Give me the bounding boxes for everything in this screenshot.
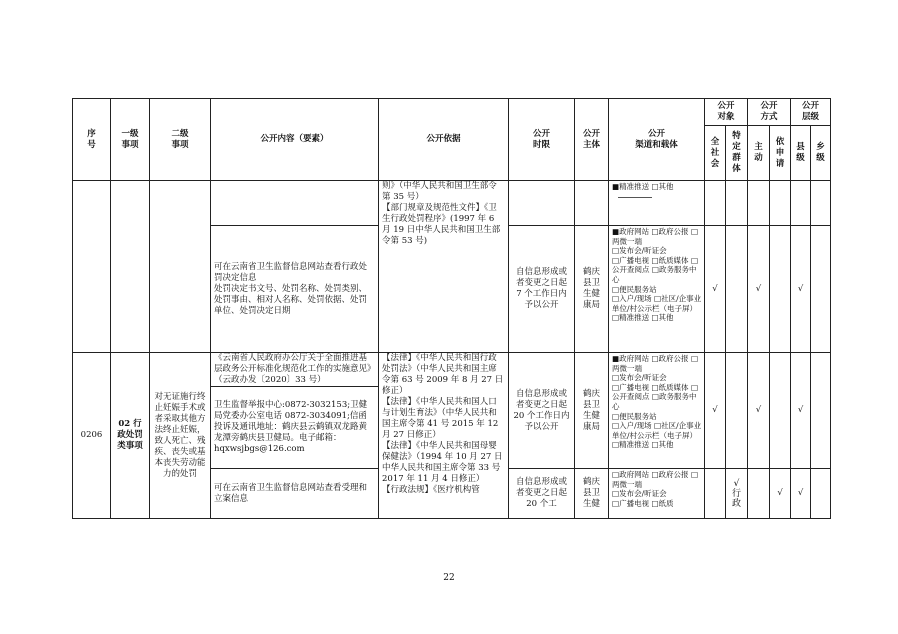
level1-0206: 02 行政处罚类事项 [111,353,150,519]
empty-cell [811,226,831,353]
time-0206: 自信息形成或者变更之日起 20 个工作日内予以公开 [509,353,575,469]
empty-cell [705,181,726,226]
county-0206: √ [791,353,811,469]
specific-group-0206-case-filing: √ 行 政 [726,469,748,519]
empty-cell [811,181,831,226]
header-level2: 二级 事项 [150,99,211,181]
penalty-decision-active: √ [748,226,770,353]
header-specific-group: 特 定 群 体 [726,126,748,181]
empty-level2-cell [150,181,211,353]
penalty-decision-all-society: √ [705,226,726,353]
header-subject: 公开 主体 [575,99,609,181]
empty-cell [770,181,791,226]
empty-level1-cell [111,181,150,353]
basis-0206: 【法律】《中华人民共和国行政处罚法》（中华人民共和国主席令第 63 号 2009 年 8 月 27 日修正） 【法律】《中华人民共和国人口与计划生育法》（中华人民共和国主席令第 41 号 2015 年 12 月 27 日修正） 【法律】《中华人民共和国母婴保健法》（1994 年 10 月 27 日中华人民共和国主席令第 33 号 2017 年 11 月 4 日修正） 【行政法规】《医疗机构管 [379,353,509,519]
empty-cell [791,181,811,226]
on-request-0206-case-filing: √ [770,469,791,519]
empty-cell [748,181,770,226]
time-0206-case-filing: 自信息形成或者变更之日起 20 个工 [509,469,575,519]
empty-cell [726,181,748,226]
basis-continuation: 则》（中华人民共和国卫生部令第 35 号） 【部门规章及规范性文件】《卫生行政处罚程序》(1997 年 6 月 19 日中华人民共和国卫生部令第 53 号) [379,181,509,353]
subject-0206-case-filing: 鹤庆县卫生健 [575,469,609,519]
content-0206-case-filing: 可在云南省卫生监督信息网站查看受理和立案信息 [211,469,379,519]
header-level-group: 公开 层级 [791,99,831,126]
seq-0206: 0206 [73,353,111,519]
header-township: 乡 级 [811,126,831,181]
disclosure-table [72,98,831,519]
header-content: 公开内容（要素） [211,99,379,181]
penalty-decision-county: √ [791,226,811,353]
channel-continuation [609,181,705,226]
header-basis: 公开依据 [379,99,509,181]
penalty-decision-channel: ■政府网站 □政府公报 □两微一端 □发布会/听证会 □广播电视 □纸质媒体 □公开查阅点 □政务服务中心 □便民服务站 □入户/现场 □社区/企事业单位/村公示栏（电子屏） □精准推送 □其他 [609,226,705,353]
subject-0206: 鹤庆县卫生健康局 [575,353,609,469]
empty-cell [811,353,831,469]
empty-cell [770,353,791,469]
active-0206: √ [748,353,770,469]
header-seq: 序 号 [73,99,111,181]
empty-cell [705,469,726,519]
channel-underline [612,192,702,202]
header-channel: 公开 渠道和载体 [609,99,705,181]
table-row-0206-policy [73,353,831,387]
penalty-decision-subject: 鹤庆县卫生健康局 [575,226,609,353]
header-all-society: 全 社 会 [705,126,726,181]
empty-subject-cell [575,181,609,226]
empty-cell [770,226,791,353]
header-time: 公开 时限 [509,99,575,181]
empty-time-cell [509,181,575,226]
empty-cell [726,353,748,469]
all-society-0206: √ [705,353,726,469]
table-row-continuation [73,181,831,226]
header-active: 主 动 [748,126,770,181]
penalty-decision-content: 可在云南省卫生监督信息网站查看行政处罚决定信息 处罚决定书文号、处罚名称、处罚类别、处罚事由、相对人名称、处罚依据、处罚单位、处罚决定日期 [211,226,379,353]
header-method-group: 公开 方式 [748,99,791,126]
penalty-decision-time: 自信息形成或者变更之日起 7 个工作日内予以公开 [509,226,575,353]
content-0206-policy: 《云南省人民政府办公厅关于全面推进基层政务公开标准化规范化工作的实施意见》（云政办发〔2020〕33 号） [211,353,379,387]
channel-continuation-text: ■精准推送 □其他 [612,182,674,191]
header-row-1 [73,99,831,126]
channel-0206-case-filing: □政府网站 □政府公报 □两微一端 □发布会/听证会 □广播电视 □纸质 [609,469,705,519]
level2-0206: 对无证施行终止妊娠手术或者采取其他方法终止妊娠，致人死亡、残疾、丧失或基本丧失劳动能力的处罚 [150,353,211,519]
content-0206-contact: 卫生监督举报中心:0872-3032153;卫健局党委办公室电话 0872-3034091;信函投诉及通讯地址：鹤庆县云鹤镇双龙路黄龙潭旁鹤庆县卫健局。电子邮箱：hqxwsjbgs@126.com [211,387,379,469]
header-level1: 一级 事项 [111,99,150,181]
empty-seq-cell [73,181,111,353]
empty-cell [748,469,770,519]
channel-0206: ■政府网站 □政府公报 □两微一端 □发布会/听证会 □广播电视 □纸质媒体 □公开查阅点 □政务服务中心 □便民服务站 □入户/现场 □社区/企事业单位/村公示栏（电子屏） □精准推送 □其他 [609,353,705,469]
header-county: 县 级 [791,126,811,181]
empty-content-cell [211,181,379,226]
page-number: 22 [443,573,455,583]
county-0206-case-filing: √ [791,469,811,519]
empty-cell [811,469,831,519]
header-target-group: 公开 对象 [705,99,748,126]
empty-cell [726,226,748,353]
header-on-request: 依 申 请 [770,126,791,181]
